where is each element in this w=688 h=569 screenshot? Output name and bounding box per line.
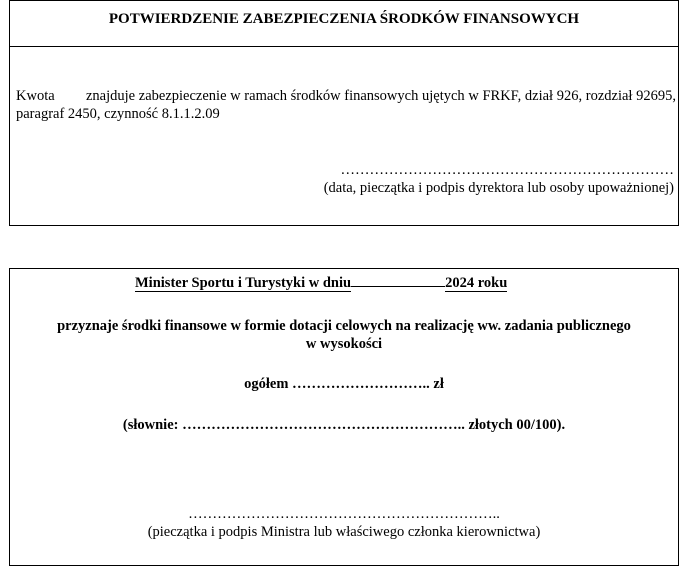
minister-line-text: Minister Sportu i Turystyki w dniu [135, 275, 352, 291]
director-signature-line: …………………………………………………………… [340, 162, 674, 178]
director-signature-block [324, 161, 674, 197]
total-amount-line: ogółem ……………………….. zł [244, 376, 444, 392]
grant-text-line2: w wysokości [305, 336, 383, 352]
amount-label: Kwota [16, 88, 55, 104]
amount-in-words-line: (słownie: ………………………………………………….. złotych 00/100). [122, 417, 566, 433]
grant-text-line1: przyznaje środki finansowe w formie dotacji celowych na realizację ww. zadania publicznego [57, 318, 631, 334]
amount-text: znajduje zabezpieczenie w ramach środków finansowych ujętych w FRKF, dział 926, rozdział 92695, paragraf 2450, czynność 8.1.1.2.09 [16, 88, 676, 122]
date-blank [351, 272, 445, 287]
director-signature-caption: (data, pieczątka i podpis dyrektora lub osoby upoważnionej) [323, 180, 674, 196]
decision-box [9, 268, 679, 566]
minister-signature-block [10, 505, 678, 541]
year-text: 2024 roku [445, 275, 508, 291]
amount-paragraph [16, 87, 676, 123]
grant-paragraph [10, 317, 678, 353]
confirmation-box [9, 0, 679, 226]
confirmation-title: POTWIERDZENIE ZABEZPIECZENIA ŚRODKÓW FINANSOWYCH [10, 1, 678, 47]
minister-signature-caption: (pieczątka i podpis Ministra lub właściwego członka kierownictwa) [147, 524, 541, 540]
minister-line [135, 272, 507, 292]
minister-signature-line: ……………………………………………………….. [188, 506, 500, 522]
